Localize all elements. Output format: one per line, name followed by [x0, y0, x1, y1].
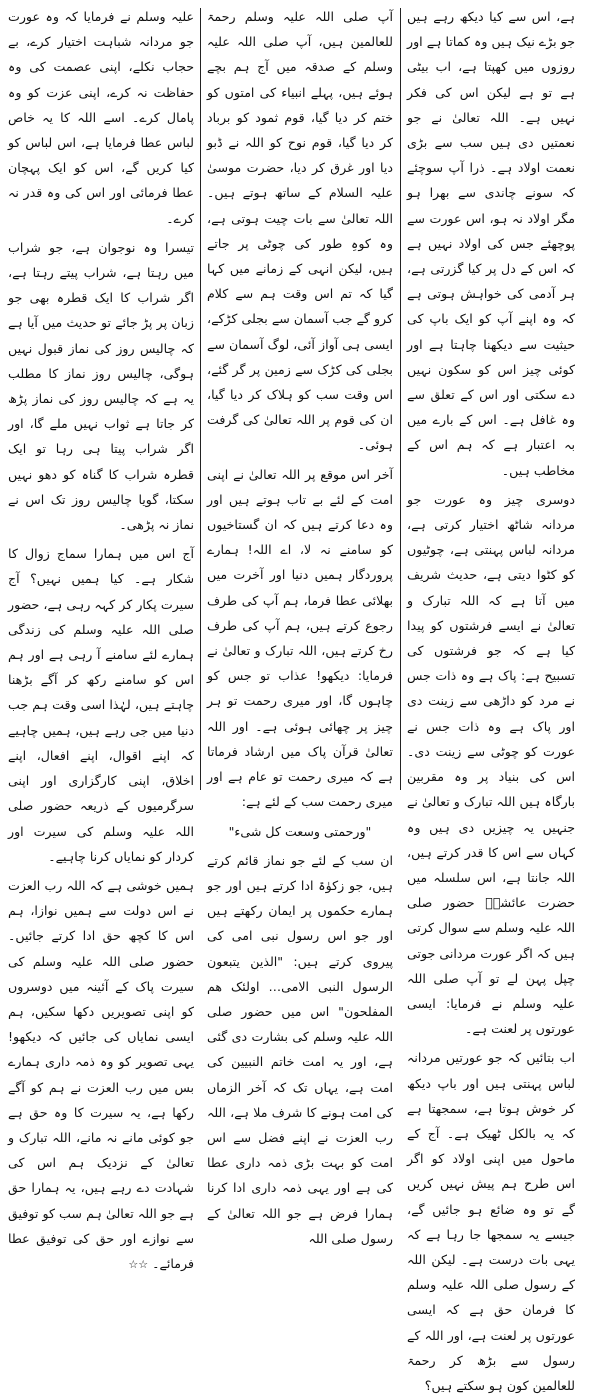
newspaper-page — [8, 4, 582, 1393]
text-column-middle — [207, 4, 393, 1246]
paragraph: آپ صلی اللہ علیہ وسلم رحمۃ للعالمین ہیں، آپ صلی اللہ علیہ وسلم کے صدقہ میں آج ہم بچے ہوئے ہیں، پہلے انبیاء کی امتوں کو ختم کر دیا گیا، قوم ثمود کو برباد کر دیا گیا، قوم نوح کو اللہ نے ڈبو دیا اور غرق کر دیا، حضرت موسیٰ علیہ السلام کے ساتھ ہوتے ہیں۔ اللہ تعالیٰ سے بات چیت ہوتی ہے، وہ کوہِ طور کی چوٹی پر جاتے ہیں، لیکن انہی کے زمانے میں کہا گیا کہ تم اس وقت ہم سے کلام کرو گے جب آسمان سے بجلی کڑکے، ایسی ہی آواز آئی، لوگ آسمان سے بجلی کی کڑک سے زمین پر گر گئے، اس وقت سب کو ہلاک کر دیا گیا، ان کی قوم پر اللہ تعالیٰ کی گرفت ہوئی۔ — [207, 9, 393, 453]
column-divider — [400, 8, 401, 790]
paragraph — [8, 873, 194, 1277]
paragraph: تیسرا وہ نوجوان ہے، جو شراب میں رہتا ہے، شراب پیتے رہتا ہے، اگر شراب کا ایک قطرہ بھی جو زبان پر پڑ جائے تو حدیث میں آیا ہے کہ چالیس روز کی نماز قبول نہیں ہوگی، چالیس روز نماز کا مطلب یہ ہے کہ چالیس روز کی نماز پڑھ کر جاتا ہے ثواب نہیں ملے گا، اور اگر شراب پیتا ہی رہا تو ایک قطرہ شراب کا گناہ کو دھو نہیں سکتا، گویا چالیس روز تک اس نے نماز نہ پڑھی۔ — [8, 239, 194, 533]
paragraph: آخر اس موقع پر اللہ تعالیٰ نے اپنی امت کے لئے بے تاب ہوتے ہیں اور وہ دعا کرتے ہیں کہ ان گستاخیوں کو سامنے نہ لا، اے اللہ! ہمارے پروردگار ہمیں دنیا اور آخرت میں بھلائی عطا فرما، ہم آپ کی طرف رجوع کرتے ہیں، ہم آپ کی طرف رخ کرتے ہیں، اللہ تبارک و تعالیٰ نے فرمایا: دیکھو! عذاب تو جس کو چاہوں گا، اور میری رحمت تو ہر چیز پر چھائی ہوئی ہے۔ اور اللہ تعالیٰ قرآن پاک میں ارشاد فرماتا ہے کہ میری رحمت تو عام ہے اور میری رحمت سب کے لئے ہے: — [207, 466, 393, 810]
paragraph: علیہ وسلم نے فرمایا کہ وہ عورت جو مردانہ شباہت اختیار کرے، بے حجاب نکلے، اپنی عصمت کی وہ حفاظت نہ کرے، اپنی عزت کو وہ پامال کرے۔ اسے اللہ کا یہ خاص لباس عطا فرمایا ہے، اس لباس کو کیا کریں گے، اس کو ایک پہچان عطا فرمائی اور اس کی وہ قدر نہ کرے۔ — [8, 9, 194, 226]
paragraph: آج اس میں ہمارا سماج زوال کا شکار ہے۔ کیا ہمیں نہیں؟ آج سیرت پکار کر کہہ رہی ہے، حضور صلی اللہ علیہ وسلم کی زندگی ہمارے لئے سامنے آ رہی ہے اور ہم اس کو سامنے رکھ کر آگے بڑھنا چاہتے ہیں، لہٰذا اسی وقت ہم جب دنیا میں جی رہے ہیں، ہمیں چاہیے کہ اپنے اقوال، اپنے افعال، اپنے اخلاق، اپنی کارگزاری اور اپنی سرگرمیوں کے ذریعہ حضور صلی اللہ علیہ وسلم کی سیرت اور کردار کو نمایاں کرنا چاہیے۔ — [8, 546, 194, 864]
paragraph: دوسری چیز وہ عورت جو مردانہ شاٹھ اختیار کرتی ہے، مردانہ لباس پہنتی ہے، چوٹیوں کو کٹوا دیتی ہے، حدیث شریف میں آتا ہے کہ اللہ تبارک و تعالیٰ نے ایسے فرشتوں کو پیدا کیا ہے کہ جو فرشتوں کی تسبیح ہے: پاک ہے وہ ذات جس نے مرد کو داڑھی سے زینت دی اور پاک ہے وہ ذات جس نے عورت کو چوٹی سے زینت دی۔ اس کی بنیاد پر وہ مقربین بارگاہ ہیں اللہ تبارک و تعالیٰ نے جنہیں یہ چیزیں دی ہیں وہ کہاں سے اس کا قدر کرتے ہیں، اللہ جانتا ہے، اس سلسلہ میں حضرت عائشہؓ حضور صلی اللہ علیہ وسلم سے سوال کرتی ہیں کہ اگر عورت مردانی جوتی چپل پہن لے تو آپ صلی اللہ علیہ وسلم نے فرمایا: ایسی عورتوں پر لعنت ہے۔ — [407, 491, 575, 1037]
text-column-right — [407, 4, 575, 1393]
paragraph: اب بتائیں کہ جو عورتیں مردانہ لباس پہنتی ہیں اور باپ دیکھ کر خوش ہوتا ہے، سمجھتا ہے کہ یہ بالکل ٹھیک ہے۔ آج کے ماحول میں اپنی اولاد کو اگر اس طرح ہم پیش نہیں کریں گے تو وہ ضائع ہو جائیں گے، جیسے یہ سمجھا جا رہا ہے کہ یہی بات درست ہے۔ لیکن اللہ کے رسول صلی اللہ علیہ وسلم کا فرمان حق ہے کہ ایسی عورتوں پر لعنت ہے، اور اللہ کے رسول سے بڑھ کر رحمۃ للعالمین کون ہو سکتے ہیں؟ — [407, 1050, 575, 1393]
end-mark: ☆☆ — [128, 1257, 149, 1271]
text-column-left — [8, 4, 194, 1271]
paragraph: ہے، اس سے کیا دیکھ رہے ہیں جو بڑے نیک ہیں وہ کماتا ہے اور روزوں میں کھپتا ہے، اب بیٹی ہے تو ہے لیکن اس کی فکر نہیں ہے۔ اللہ تعالیٰ نے جو نعمتیں دی ہیں سب سے بڑی نعمت اولاد ہے۔ ذرا آپ سوچئے کہ سونے چاندی سے بھرا ہو مگر اولاد نہ ہو، اس عورت سے پوچھئے جس کی اولاد نہیں ہے کہ اس کے دل پر کیا گزرتی ہے، ہر آدمی کی خواہش ہوتی ہے کہ وہ اپنے آپ کو ایک باپ کی حیثیت سے دیکھنا چاہتا ہے اور کوئی چیز اس کو سکون نہیں دے سکتی اور اس کے تعلق سے وہ غافل ہے۔ اس کے بارے میں بہ اعتبار ہے کہ ہم اس کے مخاطب ہیں۔ — [407, 9, 575, 478]
quran-verse: "ورحمتی وسعت کل شیء" — [228, 823, 372, 839]
column-divider — [200, 8, 201, 790]
paragraph: ان سب کے لئے جو نماز قائم کرتے ہیں، جو زکوٰۃ ادا کرتے ہیں اور جو ہمارے حکموں پر ایمان رکھتے ہیں اور جو اس رسول نبی امی کی پیروی کرتے ہیں: "الذین یتبعون الرسول النبی الامی… اولئک ھم المفلحون" اس میں حضور صلی اللہ علیہ وسلم کی بشارت دی گئی ہے، اور یہ امت خاتم النبیین کی امت ہے، یہاں تک کہ آخر الزماں کی امت ہونے کا شرف ملا ہے، اللہ رب العزت نے اپنے فضل سے اس امت کو بہت بڑی ذمہ داری عطا کی ہے اور یہی ذمہ داری ادا کرنا ہمارا فرض ہے جو اللہ تعالیٰ کے رسول صلی اللہ — [207, 852, 393, 1246]
paragraph-text: ہمیں خوشی ہے کہ اللہ رب العزت نے اس دولت سے ہمیں نوازا، ہم اس کا کچھ حق ادا کرتے جائیں۔ حضور صلی اللہ علیہ وسلم کی سیرت پاک کے آئینہ میں دوسروں کو اپنی تصویریں دکھا سکیں، ہم ایسی نمایاں کی جائیں کہ دیکھو! یہی تصویر کو وہ ذمہ داری ہمارے بس میں رب العزت نے ہم کو آگے رکھا ہے، یہ سیرت کا وہ حق ہے جو کوئی مانے نہ مانے، اللہ تبارک و تعالیٰ کے نزدیک ہم اس کی شہادت دے رہے ہیں، یہ ہمارا حق ہے جو اللہ تعالیٰ ہم سب کو توفیق سے نوازے اور حق کی توفیق عطا فرمائے۔ — [8, 877, 194, 1271]
